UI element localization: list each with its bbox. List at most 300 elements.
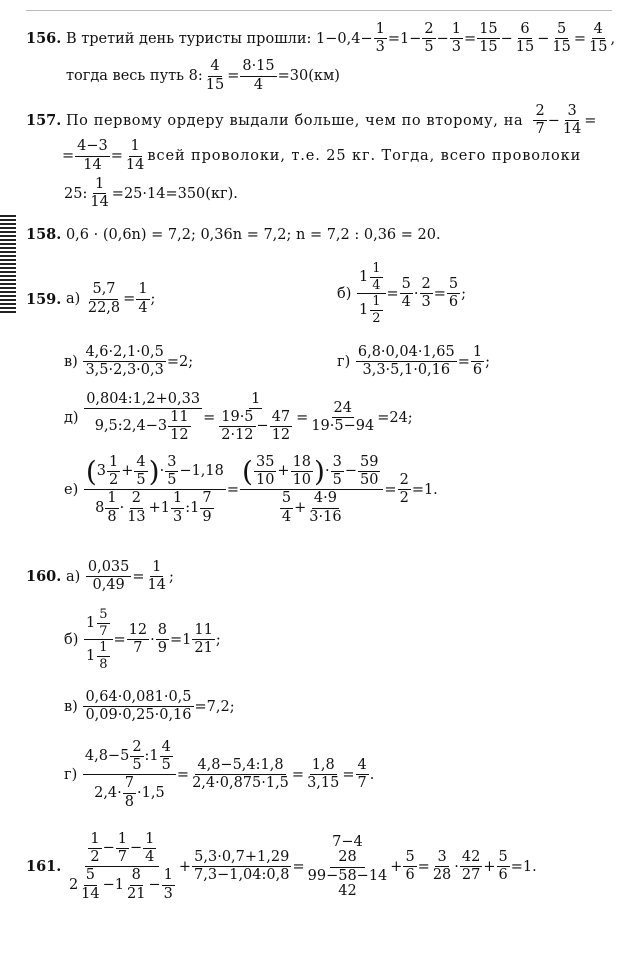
denominator: 28 (432, 867, 452, 884)
math-text: 1 (86, 647, 96, 664)
numerator: 5 (497, 850, 510, 867)
math-text (64, 608, 221, 672)
numerator: 4 (356, 758, 369, 775)
denominator: 15 (552, 39, 571, 56)
numerator: 1 (372, 294, 381, 310)
numerator (330, 835, 365, 868)
denominator: 15 (479, 39, 498, 56)
problem-160g (64, 740, 374, 810)
denominator: 7 (99, 623, 108, 639)
numerator: 5 (555, 22, 568, 39)
math-text: = (113, 631, 126, 648)
math-text (85, 740, 174, 773)
fraction (75, 139, 110, 172)
numerator: 1 (162, 868, 175, 885)
denominator: 5 (161, 757, 171, 774)
math-text: 99−58−14 (307, 867, 388, 884)
top-rule (26, 10, 612, 11)
math-text: − (344, 463, 357, 480)
math-text: = (342, 766, 355, 783)
fraction (533, 104, 546, 137)
math-text: = (386, 285, 399, 302)
numerator: 4 (134, 455, 147, 472)
numerator: 5 (99, 607, 108, 622)
numerator: 4·9 (312, 491, 339, 508)
fraction (356, 758, 369, 791)
numerator (83, 740, 176, 775)
denominator: 21 (127, 885, 146, 902)
denominator: 15 (515, 39, 535, 56)
denominator: 27 (461, 867, 481, 884)
math-text: 2,4· (94, 784, 122, 801)
numerator: 3 (565, 104, 578, 121)
denominator: 8 (124, 793, 134, 810)
denominator: 4 (372, 277, 381, 293)
fraction (280, 491, 293, 524)
text: В третий день туристы прошли: 1−0,4− (65, 30, 373, 47)
numerator: 3 (435, 850, 448, 867)
math-text: 25: (64, 185, 88, 202)
fraction (240, 59, 276, 92)
math-text: :1 (144, 748, 159, 765)
math-text: · (413, 285, 419, 302)
denominator: 3 (173, 508, 183, 525)
numerator: 1 (372, 261, 381, 276)
denominator: 13 (127, 508, 146, 525)
denominator: 4 (281, 508, 292, 525)
numerator: 1 (171, 491, 184, 508)
fraction (79, 868, 101, 901)
math-text: 1 (359, 268, 369, 285)
numerator: 1 (105, 491, 118, 508)
numerator: 28 (338, 848, 357, 865)
fraction (370, 262, 382, 292)
math-text: + (390, 858, 403, 875)
denominator (67, 867, 178, 901)
math-text: 7−4 (332, 833, 363, 850)
numerator: 5 (84, 868, 97, 885)
numerator: 11 (168, 410, 190, 427)
math-text: е) (64, 481, 79, 498)
math-text: б) (337, 285, 352, 302)
fraction (561, 104, 583, 137)
math-text (26, 104, 596, 137)
math-text: 1 (114, 876, 125, 893)
math-text: г) (337, 353, 351, 370)
problem-number: 156. (26, 30, 62, 48)
fraction (447, 277, 460, 310)
math-text: =1− (387, 30, 422, 47)
math-text (86, 641, 111, 671)
fraction (123, 776, 136, 809)
fraction (130, 740, 143, 773)
fraction (420, 277, 433, 310)
fraction (192, 850, 291, 883)
math-text: ; (485, 353, 491, 370)
fraction (306, 835, 390, 900)
denominator: 2 (372, 310, 381, 326)
numerator: 1 (136, 282, 149, 299)
math-text: − (537, 30, 550, 47)
math-text: в) (64, 698, 78, 715)
math-text: 1 (190, 499, 200, 516)
fraction (67, 832, 178, 902)
math-text: = (292, 858, 305, 875)
numerator: 4,8−5,4:1,8 (195, 758, 285, 775)
numerator: 6 (518, 22, 531, 39)
numerator: 47 (270, 410, 292, 427)
math-text (26, 22, 615, 55)
fraction (240, 455, 383, 525)
math-text: ; (461, 285, 467, 302)
denominator: 14 (562, 121, 582, 138)
math-text (64, 455, 438, 525)
fraction (160, 740, 173, 773)
denominator: 7 (117, 849, 128, 866)
numerator: 2 (422, 22, 435, 39)
fraction (270, 410, 292, 443)
numerator: 12 (127, 623, 149, 640)
fraction (374, 22, 387, 55)
fraction (497, 850, 510, 883)
numerator: 4 (208, 59, 221, 76)
math-text: = (132, 568, 145, 585)
fraction (107, 455, 120, 488)
fraction (125, 868, 147, 901)
math-text: г) (64, 766, 78, 783)
denominator (277, 490, 347, 524)
math-text: = (169, 631, 183, 648)
fraction (134, 455, 147, 488)
fraction (116, 832, 129, 865)
denominator: 3,3·5,1·0,16 (362, 362, 451, 379)
fraction (146, 560, 168, 593)
numerator (357, 262, 386, 294)
math-text: 1 (160, 499, 171, 516)
fraction (192, 623, 214, 656)
math-text: − (130, 840, 143, 857)
denominator: 6 (498, 867, 508, 884)
math-text (26, 560, 174, 593)
fraction (97, 641, 109, 671)
denominator: 21 (194, 640, 213, 657)
numerator: 5 (403, 850, 416, 867)
denominator: 5 (424, 39, 434, 56)
denominator: 3,5·2,3·0,3 (85, 362, 164, 379)
math-text: 8 (95, 499, 105, 516)
numerator: 3 (331, 455, 344, 472)
fraction (190, 758, 291, 791)
math-text (26, 226, 441, 243)
numerator: 4 (592, 22, 605, 39)
denominator: 14 (147, 577, 166, 594)
numerator: 2 (130, 740, 143, 757)
fraction (431, 850, 453, 883)
numerator: 7 (123, 776, 136, 793)
denominator: 50 (359, 472, 379, 489)
math-text: 1 (359, 301, 369, 318)
fraction (309, 401, 376, 434)
numerator: 2 (533, 104, 546, 121)
math-text: = (573, 30, 587, 47)
fraction (450, 22, 463, 55)
numerator: 24 (332, 401, 354, 418)
numerator: 6,8·0,04·1,65 (356, 345, 457, 362)
numerator: 1 (116, 832, 129, 849)
problem-160 (26, 560, 174, 593)
math-text: = (110, 148, 123, 165)
math-text (86, 608, 111, 638)
numerator: 18 (291, 455, 313, 472)
denominator: 2·12 (221, 427, 254, 444)
denominator: 4 (253, 76, 264, 93)
math-text (64, 740, 374, 810)
numerator: 8 (130, 868, 143, 885)
denominator: 5 (136, 472, 146, 489)
math-text: ; (215, 631, 221, 648)
numerator: 35 (254, 455, 276, 472)
fraction (124, 139, 146, 172)
problem-161 (26, 832, 537, 902)
fraction (143, 832, 156, 865)
numerator (240, 455, 383, 490)
math-text: =24; (377, 409, 413, 426)
denominator: 5 (132, 757, 142, 774)
problem-number: 158. (26, 226, 62, 243)
denominator: 7 (357, 775, 367, 792)
problem-number: 161. (26, 858, 62, 876)
denominator: 7,3−1,04:0,8 (194, 867, 290, 884)
math-text (26, 275, 155, 323)
math-text: · (150, 631, 155, 648)
math-text: − (148, 876, 161, 893)
math-text (279, 491, 345, 524)
numerator: 5,3·0,7+1,29 (192, 850, 291, 867)
numerator: 1,8 (310, 758, 337, 775)
math-text: = (291, 766, 305, 783)
math-text (87, 832, 157, 865)
numerator: 1 (450, 22, 463, 39)
fraction (88, 832, 101, 865)
denominator: 3,15 (307, 775, 340, 792)
denominator: 14 (90, 194, 109, 211)
fraction (86, 282, 122, 315)
denominator: 0,09·0,25·0,16 (85, 707, 192, 724)
math-text: ·1,5 (137, 784, 165, 801)
denominator: 3 (163, 885, 173, 902)
math-text: = (464, 30, 477, 47)
fraction (84, 455, 226, 525)
denominator (93, 490, 217, 524)
math-text: ( (85, 454, 97, 488)
math-text: : (185, 499, 191, 516)
math-text: = (384, 481, 397, 498)
math-text: ( (242, 454, 253, 488)
math-text: 2 (68, 876, 79, 893)
fraction (136, 282, 149, 315)
math-text: 3 (96, 463, 107, 480)
numerator: 4−3 (75, 139, 110, 156)
fraction (398, 473, 411, 506)
problem-159d (64, 392, 413, 444)
math-text: д) (64, 409, 79, 426)
math-text: = (226, 481, 240, 498)
fraction (370, 295, 382, 325)
denominator: 4 (138, 299, 148, 316)
denominator: 3 (375, 39, 385, 56)
denominator: 3 (451, 39, 462, 56)
fraction (357, 262, 386, 326)
fraction (219, 410, 255, 443)
fraction (83, 690, 193, 723)
numerator: 4,6·2,1·0,5 (83, 345, 165, 362)
denominator: 3 (421, 294, 431, 311)
fraction (105, 491, 118, 524)
denominator: 14 (83, 156, 102, 173)
denominator: 3·16 (309, 508, 342, 525)
math-text: · (324, 463, 330, 480)
fraction (216, 392, 295, 444)
math-text: . (369, 766, 375, 783)
math-text (359, 262, 384, 292)
fraction (400, 277, 413, 310)
problem-160v (64, 690, 235, 723)
math-text: · (454, 858, 459, 875)
denominator: 7 (535, 121, 545, 138)
math-text: ) (148, 454, 160, 488)
fraction (127, 623, 149, 656)
math-text: − (500, 30, 513, 47)
denominator: 12 (271, 427, 291, 444)
numerator: 42 (460, 850, 482, 867)
numerator: 1 (93, 177, 106, 194)
math-text: = (296, 409, 309, 426)
denominator: 2 (109, 472, 119, 489)
numerator: 1 (143, 832, 156, 849)
math-text: ; (150, 291, 156, 307)
math-text: ) (314, 454, 325, 488)
numerator: 1 (471, 345, 484, 362)
math-text: 9,5:2,4−3 (94, 418, 168, 435)
denominator: 14 (81, 885, 100, 902)
problem-159b (337, 262, 466, 326)
math-text (337, 262, 466, 326)
fraction (254, 455, 276, 488)
numerator: 0,035 (86, 560, 132, 577)
denominator (93, 409, 194, 443)
math-text: + (277, 463, 290, 480)
fraction (403, 850, 416, 883)
numerator: 1 (129, 139, 142, 156)
fraction (125, 491, 147, 524)
denominator: 2 (399, 490, 409, 507)
fraction (477, 22, 499, 55)
math-text: + (483, 858, 496, 875)
denominator: 2 (90, 849, 100, 866)
numerator: 2 (420, 277, 433, 294)
denominator: 0,49 (92, 577, 125, 594)
denominator: 5 (332, 472, 342, 489)
numerator: 2 (398, 473, 411, 490)
math-text: − (256, 418, 269, 435)
denominator (92, 775, 167, 809)
fraction (88, 177, 110, 210)
fraction (460, 850, 482, 883)
denominator: 19·5−94 (311, 418, 375, 435)
fraction (165, 455, 178, 488)
math-text (242, 455, 381, 488)
denominator: 10 (255, 472, 275, 489)
math-text: =2; (166, 353, 194, 370)
math-text: ; (168, 568, 174, 585)
fraction (97, 608, 109, 638)
math-text (94, 776, 165, 809)
fraction (514, 22, 536, 55)
numerator: 15 (477, 22, 499, 39)
numerator: 7 (200, 491, 213, 508)
numerator: 59 (358, 455, 380, 472)
math-text: а) (65, 568, 81, 585)
fraction (171, 491, 184, 524)
numerator: 8·15 (240, 59, 276, 76)
math-text: = (176, 766, 190, 783)
fraction (168, 410, 190, 443)
math-text (26, 832, 537, 902)
denominator (216, 409, 295, 443)
denominator: 12 (170, 427, 189, 444)
denominator (306, 868, 390, 899)
math-text (64, 392, 413, 444)
math-text: = (123, 291, 136, 307)
math-text: =1. (411, 481, 438, 498)
math-text: б) (64, 631, 79, 648)
fraction (200, 491, 213, 524)
denominator: 2,4·0,875·1,5 (192, 775, 289, 792)
problem-number: 160. (26, 568, 62, 586)
numerator: 1 (374, 22, 387, 39)
fraction (307, 491, 343, 524)
denominator: 14 (125, 156, 145, 173)
math-text (66, 59, 615, 92)
numerator: 1 (88, 832, 101, 849)
numerator: 8 (156, 623, 169, 640)
math-text: в) (64, 353, 78, 370)
math-text: −1,18 (179, 463, 224, 480)
fraction (83, 740, 176, 810)
fraction (156, 623, 169, 656)
problem-159e (64, 455, 438, 525)
binding-marks (0, 215, 16, 315)
math-text (359, 295, 384, 325)
math-text: а) (65, 291, 81, 307)
math-text: = (62, 148, 75, 165)
math-text (218, 410, 293, 443)
text: По первому ордеру выдали больше, чем по второму, на (65, 112, 524, 129)
denominator: 15 (205, 76, 225, 93)
fraction (84, 392, 202, 444)
numerator: 0,64·0,081·0,5 (83, 690, 193, 707)
numerator: 4 (160, 740, 173, 757)
numerator: 1 (249, 392, 262, 409)
fraction (291, 455, 313, 488)
math-text: =1. (510, 858, 537, 875)
numerator: 1 (99, 640, 108, 656)
denominator: 8 (99, 656, 108, 672)
fraction (550, 22, 572, 55)
problem-156 (26, 22, 615, 93)
denominator: 9 (202, 508, 212, 525)
denominator: 7 (133, 640, 143, 657)
